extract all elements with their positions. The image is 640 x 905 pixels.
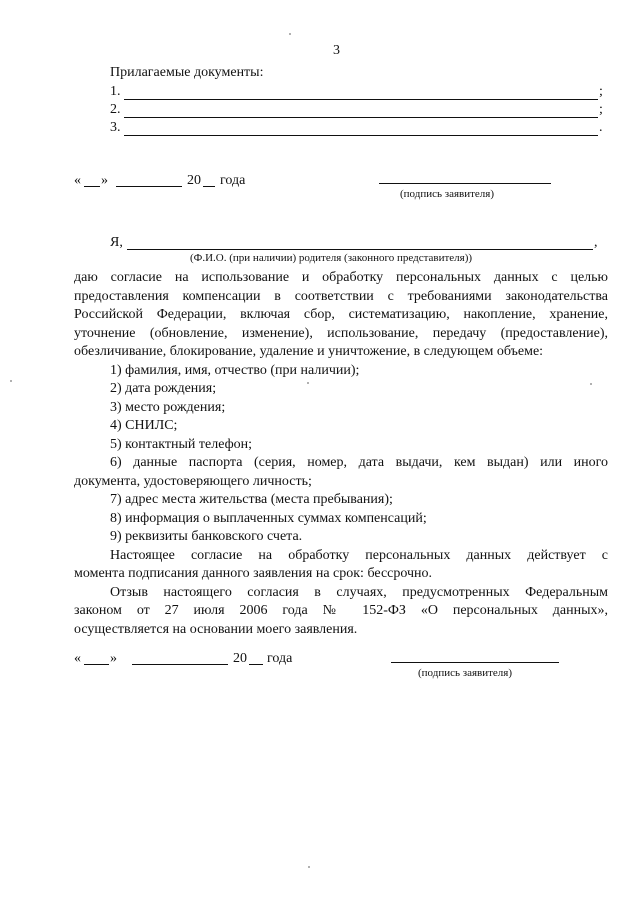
scan-speck: [308, 866, 310, 868]
signature-field[interactable]: [391, 662, 559, 663]
attachment-field[interactable]: [124, 117, 598, 118]
body-line: обезличивание, блокирование, удаление и уничтожение, в следующем объеме:: [74, 344, 544, 359]
attachment-end: ;: [599, 102, 603, 117]
attachment-number: 1.: [110, 84, 121, 99]
list-item: 1) фамилия, имя, отчество (при наличии);: [110, 362, 360, 378]
day-field[interactable]: [84, 186, 100, 187]
year-prefix: 20: [187, 173, 201, 188]
year-suffix: года: [220, 173, 246, 188]
body-line: уточнение (обновление, изменение), использование, передачу (предоставление),: [74, 325, 608, 341]
ya-label: Я,: [110, 235, 123, 250]
year-field[interactable]: [249, 664, 263, 665]
attachments-title: Прилагаемые документы:: [110, 65, 264, 80]
attachment-number: 2.: [110, 102, 121, 117]
scan-speck: [289, 33, 291, 35]
open-quote: «: [74, 651, 81, 666]
close-quote: »: [110, 651, 117, 666]
validity-text: Настоящее согласие на обработку персональных данных действует с: [110, 547, 608, 563]
month-field[interactable]: [132, 664, 228, 665]
fio-field[interactable]: [127, 249, 593, 250]
signature-field[interactable]: [379, 183, 551, 184]
scan-speck: [590, 383, 592, 385]
list-item: 5) контактный телефон;: [110, 436, 253, 452]
scan-speck: [10, 380, 12, 382]
year-prefix: 20: [233, 651, 247, 666]
attachment-field[interactable]: [124, 99, 598, 100]
list-item: 8) информация о выплаченных суммах компенсаций;: [110, 510, 427, 526]
year-suffix: года: [267, 651, 293, 666]
attachment-field[interactable]: [124, 135, 598, 136]
body-line: даю согласие на использование и обработку персональных данных с целью: [74, 270, 608, 285]
attachment-number: 3.: [110, 120, 121, 135]
revoke-text: Отзыв настоящего согласия в случаях, предусмотренных Федеральным: [110, 584, 608, 600]
list-item: 7) адрес места жительства (места пребывания);: [110, 492, 393, 507]
year-field[interactable]: [203, 186, 215, 187]
body-line: Российской Федерации, включая сбор, систематизацию, накопление, хранение,: [74, 307, 608, 322]
attachment-end: .: [599, 120, 603, 135]
revoke-text: законом от 27 июля 2006 года № 152-ФЗ «О персональных данных»,: [74, 603, 608, 618]
list-item: 9) реквизиты банковского счета.: [110, 529, 303, 544]
validity-text: момента подписания данного заявления на срок: бессрочно.: [74, 566, 433, 581]
revoke-text: осуществляется на основании моего заявления.: [74, 621, 358, 637]
consent-body: [74, 269, 608, 639]
month-field[interactable]: [116, 186, 182, 187]
signature-caption: (подпись заявителя): [400, 188, 495, 200]
page-number: 3: [333, 43, 340, 58]
attachment-end: ;: [599, 84, 603, 99]
close-quote: »: [101, 173, 108, 188]
signature-caption: (подпись заявителя): [418, 667, 513, 679]
list-item: 4) СНИЛС;: [110, 418, 178, 433]
open-quote: «: [74, 173, 81, 188]
day-field[interactable]: [84, 664, 109, 665]
body-line: предоставления компенсации в соответствии с требованиями законодательства: [74, 288, 608, 304]
fio-caption: (Ф.И.О. (при наличии) родителя (законного представителя)): [190, 252, 473, 264]
list-item: 3) место рождения;: [110, 399, 226, 415]
list-item: 2) дата рождения;: [110, 381, 217, 396]
scan-speck: [307, 382, 309, 384]
comma: ,: [594, 235, 598, 250]
list-item-continuation: документа, удостоверяющего личность;: [74, 473, 312, 489]
list-item: 6) данные паспорта (серия, номер, дата выдачи, кем выдан) или иного: [110, 455, 608, 470]
